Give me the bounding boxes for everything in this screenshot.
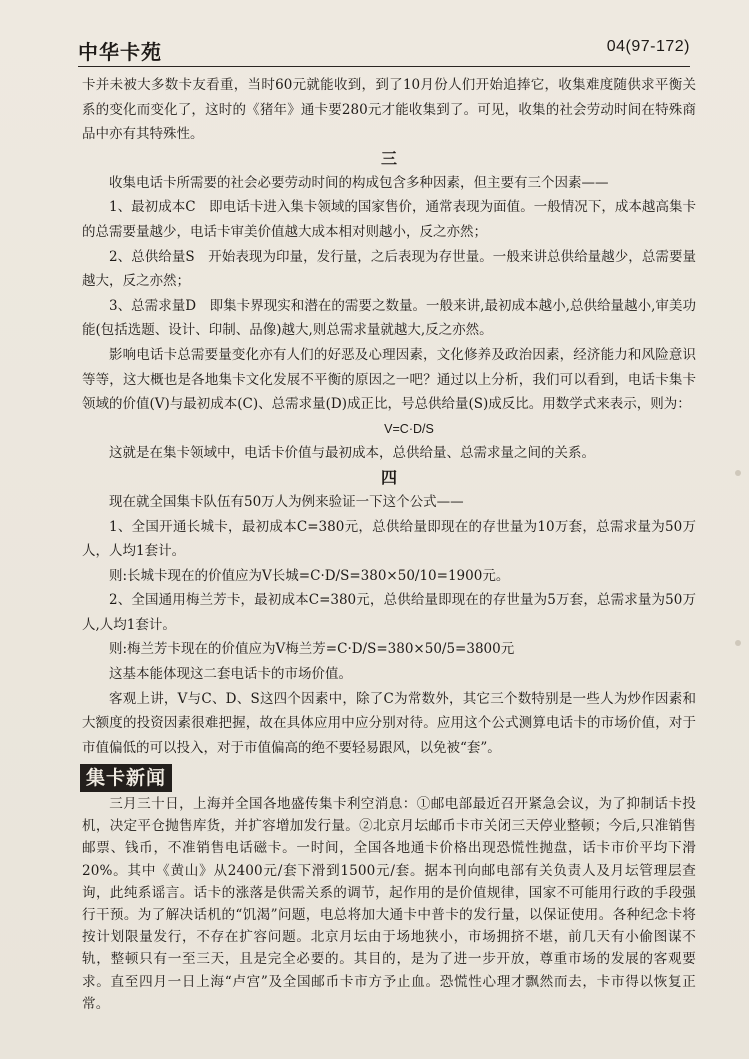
news-paragraph: 三月三十日，上海并全国各地盛传集卡利空消息：①邮电部最近召开紧急会议，为了抑制话卡投机，决定平仓抛售库货，并扩容增加发行量。②北京月坛邮币卡市关闭三天停业整顿；今后,只准销售邮票、钱币，不准销售电话磁卡。一时间，全国各地通卡价格出现恐慌性抛盘，话卡市价平均下滑20%。其中《黄山》从2400元/套下滑到1500元/套。据本刊向邮电部有关负责人及月坛管理层查询，此纯系谣言。话卡的涨落是供需关系的调节，起作用的是价值规律，国家不可能用行政的手段强行干预。为了解决话机的“饥渴”问题，电总将加大通卡中普卡的发行量，以保证使用。各种纪念卡将按计划限量发行，不存在扩容问题。北京月坛由于场地狭小，市场拥挤不堪，前几天有小偷图谋不轨，整顿只有一至三天，且是完全必要的。其目的，是为了进一步开放，尊重市场的发展的客观要求。直至四月一日上海“卢宫”及全国邮币卡市方予止血。恐慌性心理才飘然而去，卡市得以恢复正常。: [82, 796, 696, 1012]
news-section-label: 集卡新闻: [80, 764, 172, 792]
paragraph: 现在就全国集卡队伍有50万人为例来验证一下这个公式——: [109, 493, 464, 510]
paragraph: 2、总供给量S 开始表现为印量，发行量，之后表现为存世量。一般来讲总供给量越少，总需要量越大，反之亦然；: [82, 248, 696, 290]
paragraph: 1、最初成本C 即电话卡进入集卡领域的国家售价，通常表现为面值。一般情况下，成本越高集卡的总需要量越少，电话卡审美价值越大成本相对则越小，反之亦然；: [82, 199, 696, 240]
paragraph: 2、全国通用梅兰芳卡，最初成本C=380元，总供给量即现在的存世量为5万套，总需求量为50万人,人均1套计。: [82, 592, 696, 633]
page-header: [78, 34, 690, 66]
paragraph: 则:长城卡现在的价值应为V长城=C·D/S=380×50/10=1900元。: [109, 567, 510, 584]
paragraph: 这就是在集卡领域中，电话卡价值与最初成本，总供给量、总需求量之间的关系。: [109, 445, 595, 462]
section-heading-4: 四: [380, 467, 397, 487]
paragraph: 客观上讲，V与C、D、S这四个因素中，除了C为常数外，其它三个数特别是一些人为炒作因素和大额度的投资因素很难把握，故在具体应用中应分别对待。应用这个公式测算电话卡的市场价值，对于市值偏低的可以投入，对于市值偏高的绝不要轻易跟风，以免被“套”。: [82, 690, 696, 756]
paragraph: 3、总需求量D 即集卡界现实和潜在的需要之数量。一般来讲,最初成本越小,总供给量越小,审美功能(包括选题、设计、印制、品像)越大,则总需求量就越大,反之亦然。: [82, 297, 696, 339]
paragraph: 1、全国开通长城卡，最初成本C=380元，总供给量即现在的存世量为10万套，总需求量为50万人，人均1套计。: [82, 518, 696, 560]
issue-number: 04(97-172): [606, 38, 690, 55]
formula: V=C·D/S: [384, 421, 434, 436]
binding-hole: [735, 640, 741, 646]
header-rule: [78, 66, 690, 67]
paragraph: 则:梅兰芳卡现在的价值应为V梅兰芳=C·D/S=380×50/5=3800元: [109, 641, 515, 658]
binding-hole: [735, 470, 741, 476]
paragraph: 卡并未被大多数卡友看重，当时60元就能收到，到了10月份人们开始追捧它，收集难度随供求平衡关系的变化而变化了，这时的《猪年》通卡要280元才能收集到了。可见，收集的社会劳动时间在特殊商品中亦有其特殊性。: [82, 77, 696, 143]
paragraph: 影响电话卡总需要量变化亦有人们的好恶及心理因素，文化修养及政治因素，经济能力和风险意识等等，这大概也是各地集卡文化发展不平衡的原因之一吧？通过以上分析，我们可以看到，电话卡集卡领域的价值(V)与最初成本(C)、总需求量(D)成正比，号总供给量(S)成反比。用数学式来表示，则为：: [82, 346, 696, 413]
magazine-title: 中华卡苑: [78, 40, 162, 64]
paragraph: 收集电话卡所需要的社会必要劳动时间的构成包含多种因素，但主要有三个因素——: [109, 174, 609, 191]
paragraph: 这基本能体现这二套电话卡的市场价值。: [109, 666, 352, 683]
section-heading-3: 三: [380, 148, 397, 168]
article-body: [82, 73, 696, 1015]
